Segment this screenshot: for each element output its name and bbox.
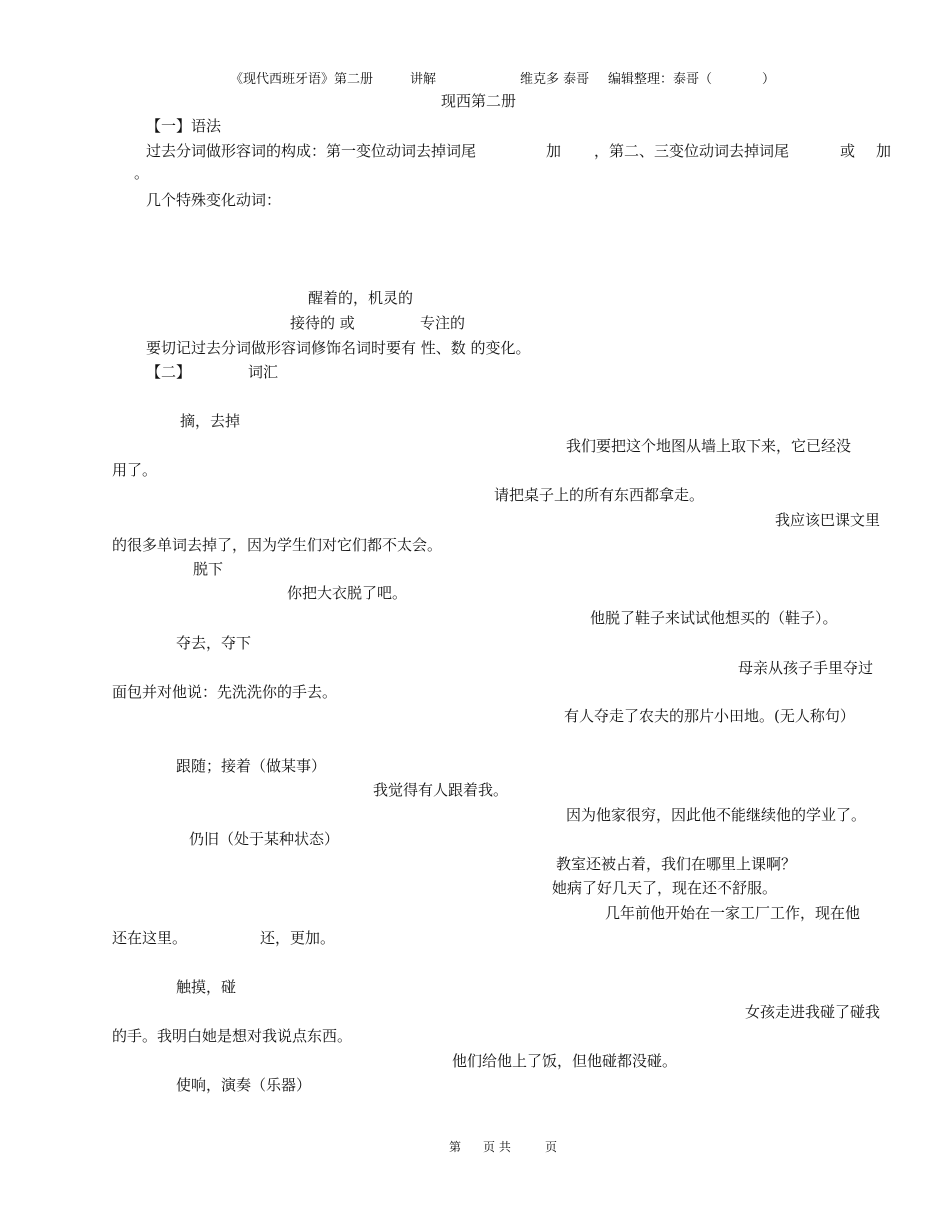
footer-page-mid: 页 共 (483, 1140, 511, 1154)
page-title: 现西第二册 (441, 92, 517, 110)
example-13b: 的手。我明白她是想对我说点东西。 (112, 1027, 353, 1045)
meaning-focus: 专注的 (420, 314, 466, 332)
grammar-heading: 【一】语法 (146, 117, 222, 135)
header-editor-close: ） (762, 72, 776, 87)
example-8: 我觉得有人跟着我。 (373, 781, 509, 799)
grammar-rule-or: 或 (840, 142, 856, 160)
header-authors: 维克多 泰哥 (520, 72, 590, 87)
header-course: 《现代西班牙语》第二册 (230, 72, 374, 87)
vocab-meaning-2: 脱下 (193, 560, 224, 578)
example-13a: 女孩走进我碰了碰我 (745, 1003, 881, 1021)
example-7: 有人夺走了农夫的那片小田地。(无人称句） (564, 707, 855, 725)
grammar-note: 要切记过去分词做形容词修饰名词时要有 性、数 的变化。 (146, 339, 531, 357)
grammar-rule-line1: 过去分词做形容词的构成：第一变位动词去掉词尾 (146, 142, 477, 160)
vocab-heading: 【二】 (146, 363, 192, 381)
example-12c: 还，更加。 (260, 929, 336, 947)
example-6b: 面包并对他说：先洗洗你的手去。 (112, 683, 338, 701)
example-12b: 还在这里。 (112, 929, 188, 947)
example-1a: 我们要把这个地图从墙上取下来，它已经没 (566, 437, 852, 455)
example-3b: 的很多单词去掉了，因为学生们对它们都不太会。 (112, 536, 443, 554)
vocab-meaning-3: 夺去，夺下 (176, 634, 252, 652)
example-1b: 用了。 (112, 461, 158, 479)
example-11: 她病了好几天了，现在还不舒服。 (552, 879, 778, 897)
example-14: 他们给他上了饭，但他碰都没碰。 (452, 1052, 678, 1070)
vocab-meaning-6: 触摸，碰 (176, 978, 237, 996)
example-5: 他脱了鞋子来试试他想买的（鞋子）。 (590, 609, 838, 627)
example-4: 你把大衣脱了吧。 (287, 584, 408, 602)
grammar-special-verbs: 几个特殊变化动词： (146, 191, 282, 209)
example-9: 因为他家很穷，因此他不能继续他的学业了。 (566, 806, 867, 824)
footer-page-prefix: 第 (449, 1140, 462, 1154)
example-12a: 几年前他开始在一家工厂工作，现在他 (605, 904, 861, 922)
example-2: 请把桌子上的所有东西都拿走。 (494, 486, 705, 504)
meaning-awake: 醒着的，机灵的 (308, 289, 414, 307)
meaning-receive: 接待的 或 (290, 314, 355, 332)
example-6a: 母亲从孩子手里夺过 (738, 659, 874, 677)
grammar-rule-end: 。 (134, 164, 150, 182)
grammar-rule-add2: 加 (876, 142, 892, 160)
example-3a: 我应该巴课文里 (775, 511, 881, 529)
grammar-rule-add1: 加 (546, 142, 562, 160)
vocab-meaning-5: 仍旧（处于某种状态） (189, 830, 340, 848)
vocab-meaning-4: 跟随；接着（做某事） (176, 757, 327, 775)
header-editor: 编辑整理：泰哥（ (608, 72, 713, 87)
footer-page-suffix: 页 (545, 1140, 558, 1154)
header-section: 讲解 (410, 72, 437, 87)
vocab-meaning-1: 摘，去掉 (180, 412, 241, 430)
grammar-rule-mid: ，第二、三变位动词去掉词尾 (594, 142, 790, 160)
example-10: 教室还被占着，我们在哪里上课啊？ (556, 855, 797, 873)
vocab-heading-label: 词汇 (248, 363, 279, 381)
vocab-meaning-7: 使响，演奏（乐器） (176, 1076, 312, 1094)
